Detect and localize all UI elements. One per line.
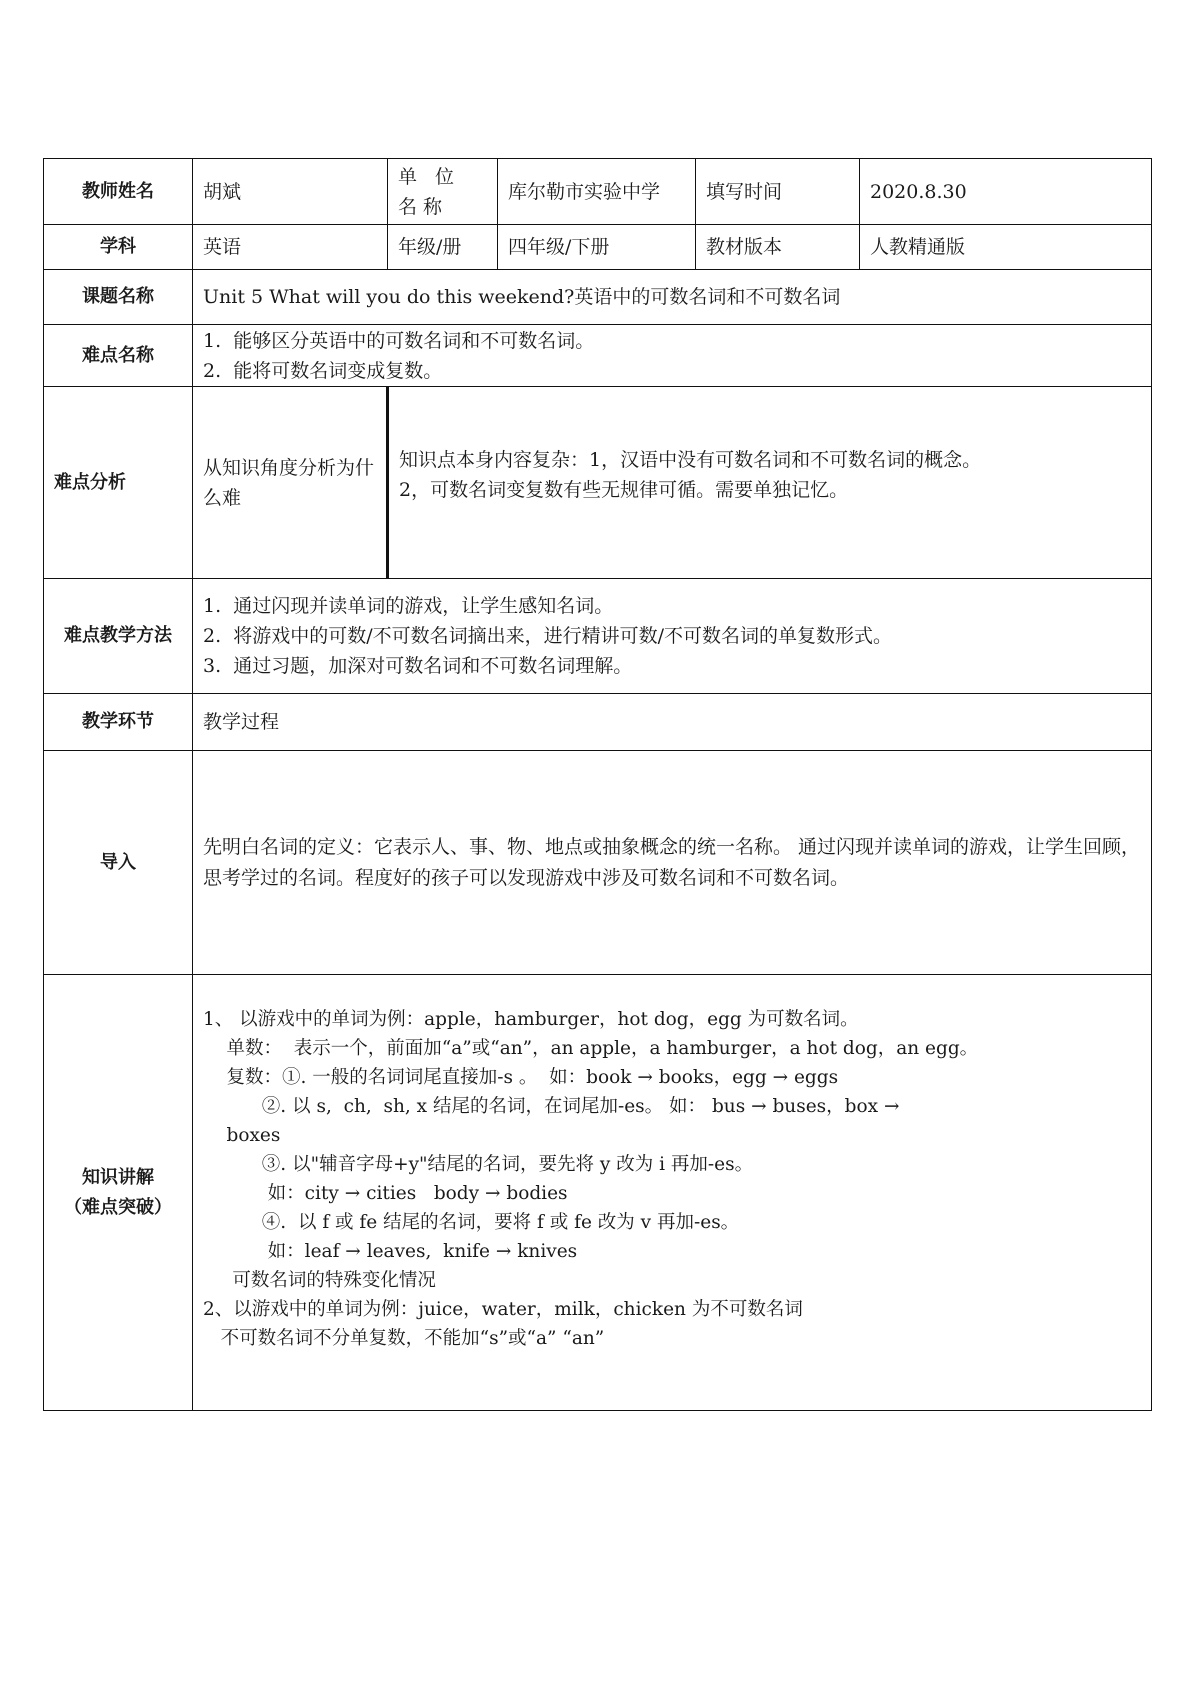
row-method (44, 579, 1152, 694)
row-subject (44, 225, 1152, 270)
filled-time-label: 填写时间 (696, 159, 860, 225)
knowledge-line: 如：leaf → leaves, knife → knives (203, 1241, 578, 1262)
knowledge-line: 不可数名词不分单复数，不能加“s”或“a” “an” (203, 1328, 605, 1349)
knowledge-line: 1、 以游戏中的单词为例：apple，hamburger，hot dog，egg 为可数名词。 (203, 1009, 859, 1030)
knowledge-line: ③. 以"辅音字母+y"结尾的名词，要先将 y 改为 i 再加-es。 (203, 1154, 754, 1175)
analysis-label: 难点分析 (44, 387, 193, 579)
knowledge-line: 单数： 表示一个，前面加“a”或“an”，an apple，a hamburger，a hot dog，an egg。 (203, 1038, 979, 1059)
edition-label: 教材版本 (696, 225, 860, 270)
analysis-line: 2，可数名词变复数有些无规律可循。需要单独记忆。 (399, 479, 849, 501)
topic-value: Unit 5 What will you do this weekend?英语中的可数名词和不可数名词 (193, 270, 1152, 325)
knowledge-label (44, 975, 193, 1411)
analysis-angle: 从知识角度分析为什么难 (193, 387, 388, 579)
process-label: 教学环节 (44, 694, 193, 751)
row-teacher (44, 159, 1152, 225)
unit-label: 单 位 名称 (388, 159, 498, 225)
process-value: 教学过程 (193, 694, 1152, 751)
filled-time-value: 2020.8.30 (860, 159, 1152, 225)
edition-value: 人教精通版 (860, 225, 1152, 270)
knowledge-label-line: （难点突破） (64, 1196, 172, 1218)
method-item: 1. 通过闪现并读单词的游戏，让学生感知名词。 (203, 595, 614, 617)
row-process-header (44, 694, 1152, 751)
topic-label: 课题名称 (44, 270, 193, 325)
intro-label: 导入 (44, 751, 193, 975)
analysis-detail (388, 387, 1152, 579)
row-topic (44, 270, 1152, 325)
analysis-line: 知识点本身内容复杂：1，汉语中没有可数名词和不可数名词的概念。 (399, 449, 982, 471)
method-list (193, 579, 1152, 694)
teacher-label: 教师姓名 (44, 159, 193, 225)
difficulty-item: 2. 能将可数名词变成复数。 (203, 359, 443, 382)
method-label: 难点教学方法 (44, 579, 193, 694)
intro-text: 先明白名词的定义：它表示人、事、物、地点或抽象概念的统一名称。 通过闪现并读单词的游戏，让学生回顾，思考学过的名词。程度好的孩子可以发现游戏中涉及可数名词和不可数名词。 (193, 751, 1152, 975)
unit-value: 库尔勒市实验中学 (498, 159, 696, 225)
difficulty-label: 难点名称 (44, 325, 193, 387)
knowledge-line: 可数名词的特殊变化情况 (203, 1270, 436, 1291)
row-knowledge (44, 975, 1152, 1411)
method-item: 3. 通过习题，加深对可数名词和不可数名词理解。 (203, 655, 633, 677)
subject-label: 学科 (44, 225, 193, 270)
knowledge-line: boxes (203, 1125, 281, 1146)
row-analysis (44, 387, 1152, 579)
lesson-plan-sheet (43, 158, 1151, 1411)
difficulty-list (193, 325, 1152, 387)
knowledge-line: 2、以游戏中的单词为例：juice，water，milk，chicken 为不可数名词 (203, 1299, 803, 1320)
knowledge-line: 如：city → cities body → bodies (203, 1183, 568, 1204)
teacher-value: 胡斌 (193, 159, 388, 225)
subject-value: 英语 (193, 225, 388, 270)
lesson-plan-table (43, 158, 1152, 1411)
method-item: 2. 将游戏中的可数/不可数名词摘出来，进行精讲可数/不可数名词的单复数形式。 (203, 625, 893, 647)
row-difficulty (44, 325, 1152, 387)
knowledge-line: 复数：①. 一般的名词词尾直接加-s 。 如：book → books，egg → eggs (203, 1067, 839, 1088)
row-intro (44, 751, 1152, 975)
grade-label: 年级/册 (388, 225, 498, 270)
knowledge-content (193, 975, 1152, 1411)
knowledge-line: ④. 以 f 或 fe 结尾的名词，要将 f 或 fe 改为 v 再加-es。 (203, 1212, 740, 1233)
grade-value: 四年级/下册 (498, 225, 696, 270)
knowledge-line: ②. 以 s, ch, sh, x 结尾的名词，在词尾加-es。 如： bus → buses，box → (203, 1096, 900, 1117)
knowledge-label-line: 知识讲解 (82, 1166, 154, 1188)
difficulty-item: 1. 能够区分英语中的可数名词和不可数名词。 (203, 329, 595, 352)
